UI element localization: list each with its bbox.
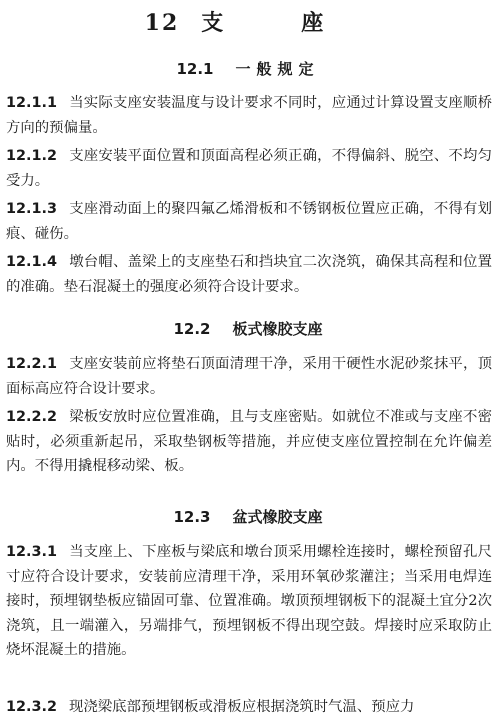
chapter-title-text: 支 座 xyxy=(201,10,352,36)
clause-text: 支座安装前应将垫石顶面清理干净，采用干硬性水泥砂浆抹平，顶面标高应符合设计要求。 xyxy=(6,356,492,397)
section-title: 盆式橡胶支座 xyxy=(232,508,323,526)
clause-number: 12.2.2 xyxy=(6,409,57,425)
clause-number: 12.1.3 xyxy=(6,201,57,217)
clause-number: 12.3.1 xyxy=(6,544,57,560)
clause-number: 12.2.1 xyxy=(6,356,57,372)
clause-12-3-2 xyxy=(6,695,492,720)
clause-12-1-3 xyxy=(6,197,492,246)
clause-12-1-2 xyxy=(6,144,492,193)
clause-text: 现浇梁底部预埋钢板或滑板应根据浇筑时气温、预应力 xyxy=(69,699,415,715)
chapter-number: 12 xyxy=(144,10,180,36)
section-title: 板式橡胶支座 xyxy=(232,320,323,338)
clause-number: 12.1.2 xyxy=(6,148,57,164)
section-heading-12-3 xyxy=(0,506,496,527)
clause-12-1-4 xyxy=(6,250,492,299)
clause-number: 12.1.1 xyxy=(6,95,57,111)
clause-text: 墩台帽、盖梁上的支座垫石和挡块宜二次浇筑，确保其高程和位置的准确。垫石混凝土的强度必须符合设计要求。 xyxy=(6,254,492,295)
clause-text: 当实际支座安装温度与设计要求不同时，应通过计算设置支座顺桥方向的预偏量。 xyxy=(6,95,492,136)
section-title: 一般规定 xyxy=(235,60,320,78)
clause-12-1-1 xyxy=(6,91,492,140)
clause-12-2-2 xyxy=(6,405,492,479)
clause-text: 当支座上、下座板与梁底和墩台顶采用螺栓连接时，螺栓预留孔尺寸应符合设计要求，安装前应清理干净，采用环氧砂浆灌注；当采用电焊连接时，预埋钢垫板应锚固可靠、位置准确。墩顶预埋钢板下的混凝土宜分2次浇筑，且一端灌入，另端排气，预埋钢板不得出现空鼓。焊接时应采取防止烧坏混凝土的措施。 xyxy=(6,544,492,658)
section-number: 12.2 xyxy=(173,320,211,338)
section-heading-12-1 xyxy=(0,58,496,79)
clause-text: 支座安装平面位置和顶面高程必须正确，不得偏斜、脱空、不均匀受力。 xyxy=(6,148,492,189)
clause-text: 梁板安放时应位置准确，且与支座密贴。如就位不准或与支座不密贴时，必须重新起吊，采取垫钢板等措施，并应使支座位置控制在允许偏差内。不得用撬棍移动梁、板。 xyxy=(6,409,492,474)
chapter-title xyxy=(0,6,496,37)
clause-number: 12.1.4 xyxy=(6,254,57,270)
section-number: 12.1 xyxy=(176,60,214,78)
clause-12-3-1 xyxy=(6,540,492,663)
clause-12-2-1 xyxy=(6,352,492,401)
clause-number: 12.3.2 xyxy=(6,699,57,715)
clause-text: 支座滑动面上的聚四氟乙烯滑板和不锈钢板位置应正确，不得有划痕、碰伤。 xyxy=(6,201,492,242)
section-heading-12-2 xyxy=(0,318,496,339)
section-number: 12.3 xyxy=(173,508,211,526)
